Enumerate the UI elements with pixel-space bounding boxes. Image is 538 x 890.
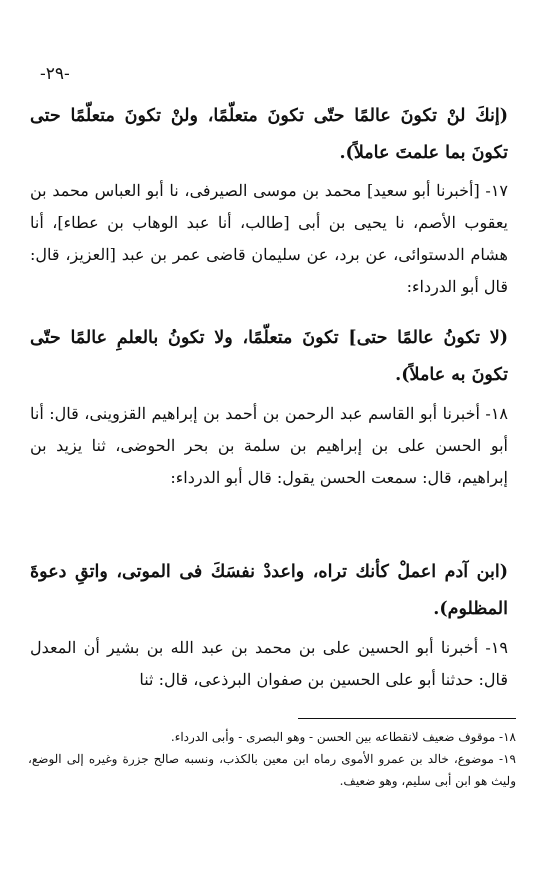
footnote-19: ١٩- موضوع، خالد بن عمرو الأموى رماه ابن معين بالكذب، ونسبه صالح جزرة وغيره إلى الوضع، وليث هو ابن أبى سليم، وهو ضعيف. xyxy=(28,752,516,788)
page-number: -٢٩- xyxy=(40,64,70,84)
footnote-separator xyxy=(298,718,516,719)
quote-paragraph-2: (لا تكونُ عالمًا حتى] تكونَ متعلّمًا، ولا تكونُ بالعلمِ عالمًا حتّى تكونَ به عاملاً). xyxy=(30,328,508,385)
hadith-17-paragraph: ١٧- [أخبرنا أبو سعيد] محمد بن موسى الصيرفى، نا أبو العباس محمد بن يعقوب الأصم، نا يحيى بن أبى [طالب، أنا عبد الوهاب بن عطاء]، أنا هشام الدستوائى، عن برد، عن سليمان قاضى عمر بن عبد [العزيز، قال: قال أبو الدرداء: xyxy=(30,181,508,296)
quote-paragraph-3: (ابن آدم اعملْ كأنك تراه، واعددْ نفسَكَ فى الموتى، واتقِ دعوةَ المظلوم). xyxy=(30,562,508,619)
hadith-18-paragraph: ١٨- أخبرنا أبو القاسم عبد الرحمن بن أحمد بن إبراهيم القزوينى، قال: أنا أبو الحسن على بن إبراهيم بن سلمة بن بحر الحوضى، ثنا يزيد بن إبراهيم، قال: سمعت الحسن يقول: قال أبو الدرداء: xyxy=(30,404,508,487)
quote-paragraph-1: (إنكَ لنْ تكونَ عالمًا حتّى تكونَ متعلّمًا، ولنْ تكونَ متعلّمًا حتى تكونَ بما علمتَ عاملاً). xyxy=(30,106,508,163)
hadith-19-paragraph: ١٩- أخبرنا أبو الحسين على بن محمد بن عبد الله بن بشير أن المعدل قال: حدثنا أبو على الحسين بن صفوان البرذعى، قال: ثنا xyxy=(30,638,509,689)
footnote-18: ١٨- موقوف ضعيف لانقطاعه بين الحسن - وهو البصرى - وأبى الدرداء. xyxy=(170,730,516,744)
footnotes xyxy=(28,726,516,792)
